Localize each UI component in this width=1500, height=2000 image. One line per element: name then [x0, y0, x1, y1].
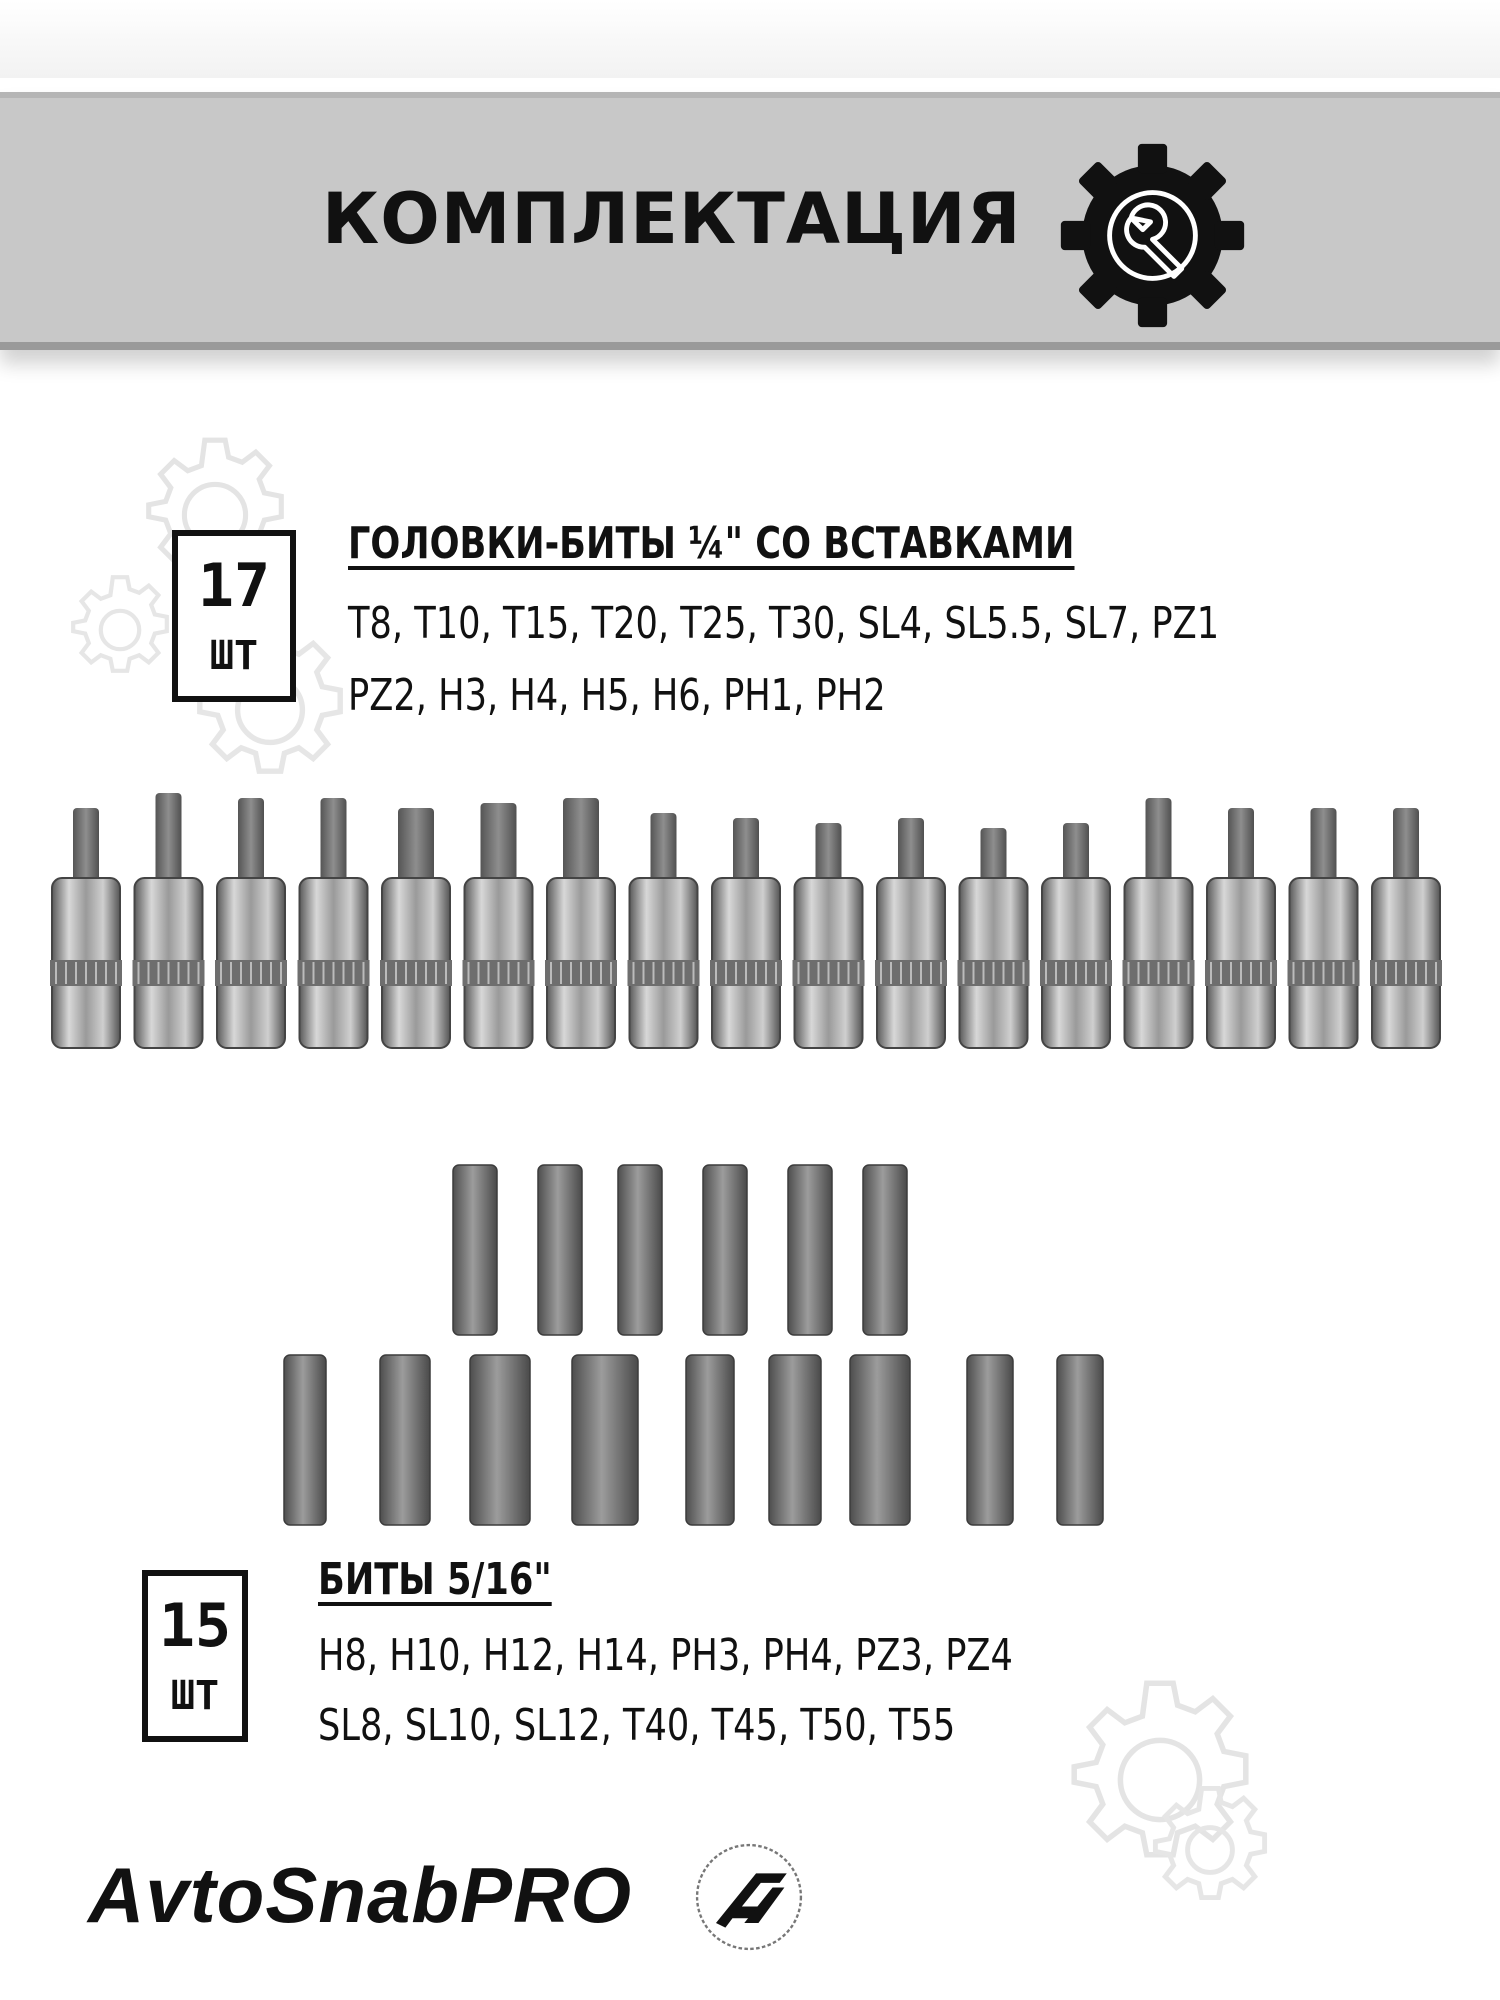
socket-bit	[50, 808, 122, 1048]
socket-bit	[545, 798, 617, 1048]
socket-bit	[875, 818, 947, 1048]
section-title: БИТЫ 5/16"	[318, 1554, 552, 1605]
bit	[453, 1165, 497, 1335]
background-gear-icon	[60, 570, 180, 690]
socket-bit	[1288, 808, 1360, 1048]
gear-wrench-icon	[1055, 138, 1250, 333]
bits-photo	[270, 1155, 1170, 1535]
count-number: 17	[197, 551, 271, 621]
section-items-line: T8, T10, T15, T20, T25, T30, SL4, SL5.5, SL7, PZ1	[348, 598, 1220, 649]
bit	[788, 1165, 832, 1335]
bit	[572, 1355, 638, 1525]
socket-bit	[1370, 808, 1442, 1048]
socket-bit	[793, 823, 865, 1048]
section-items-line: H8, H10, H12, H14, PH3, PH4, PZ3, PZ4	[318, 1630, 1013, 1681]
section-title: ГОЛОВКИ-БИТЫ ¼" СО ВСТАВКАМИ	[348, 518, 1075, 569]
bit	[686, 1355, 734, 1525]
socket-bits-photo	[40, 770, 1470, 1060]
socket-bit	[1123, 798, 1195, 1048]
socket-bit	[380, 808, 452, 1048]
count-unit: ШТ	[209, 633, 259, 679]
section-items-line: PZ2, H3, H4, H5, H6, PH1, PH2	[348, 670, 886, 721]
top-strip	[0, 0, 1500, 78]
bit	[284, 1355, 326, 1525]
socket-bit	[463, 803, 535, 1048]
bit	[618, 1165, 662, 1335]
socket-bit	[215, 798, 287, 1048]
socket-bit	[710, 818, 782, 1048]
bit	[703, 1165, 747, 1335]
brand-logo-icon	[688, 1838, 810, 1956]
count-badge	[172, 530, 296, 702]
socket-bit	[1205, 808, 1277, 1048]
bit	[850, 1355, 910, 1525]
bit	[470, 1355, 530, 1525]
bit	[967, 1355, 1013, 1525]
count-badge	[142, 1570, 248, 1742]
bit	[380, 1355, 430, 1525]
background-gear-icon	[1140, 1780, 1280, 1920]
brand-name: AvtoSnabPRO	[88, 1851, 633, 1939]
header-title: КОМПЛЕКТАЦИЯ	[322, 178, 1022, 260]
socket-bit	[133, 793, 205, 1048]
count-number: 15	[158, 1591, 232, 1661]
section-items-line: SL8, SL10, SL12, T40, T45, T50, T55	[318, 1700, 956, 1751]
count-unit: ШТ	[170, 1673, 220, 1719]
bit	[1057, 1355, 1103, 1525]
socket-bit	[1040, 823, 1112, 1048]
socket-bit	[628, 813, 700, 1048]
socket-bit	[298, 798, 370, 1048]
bit	[769, 1355, 821, 1525]
bit	[538, 1165, 582, 1335]
bit	[863, 1165, 907, 1335]
socket-bit	[958, 828, 1030, 1048]
